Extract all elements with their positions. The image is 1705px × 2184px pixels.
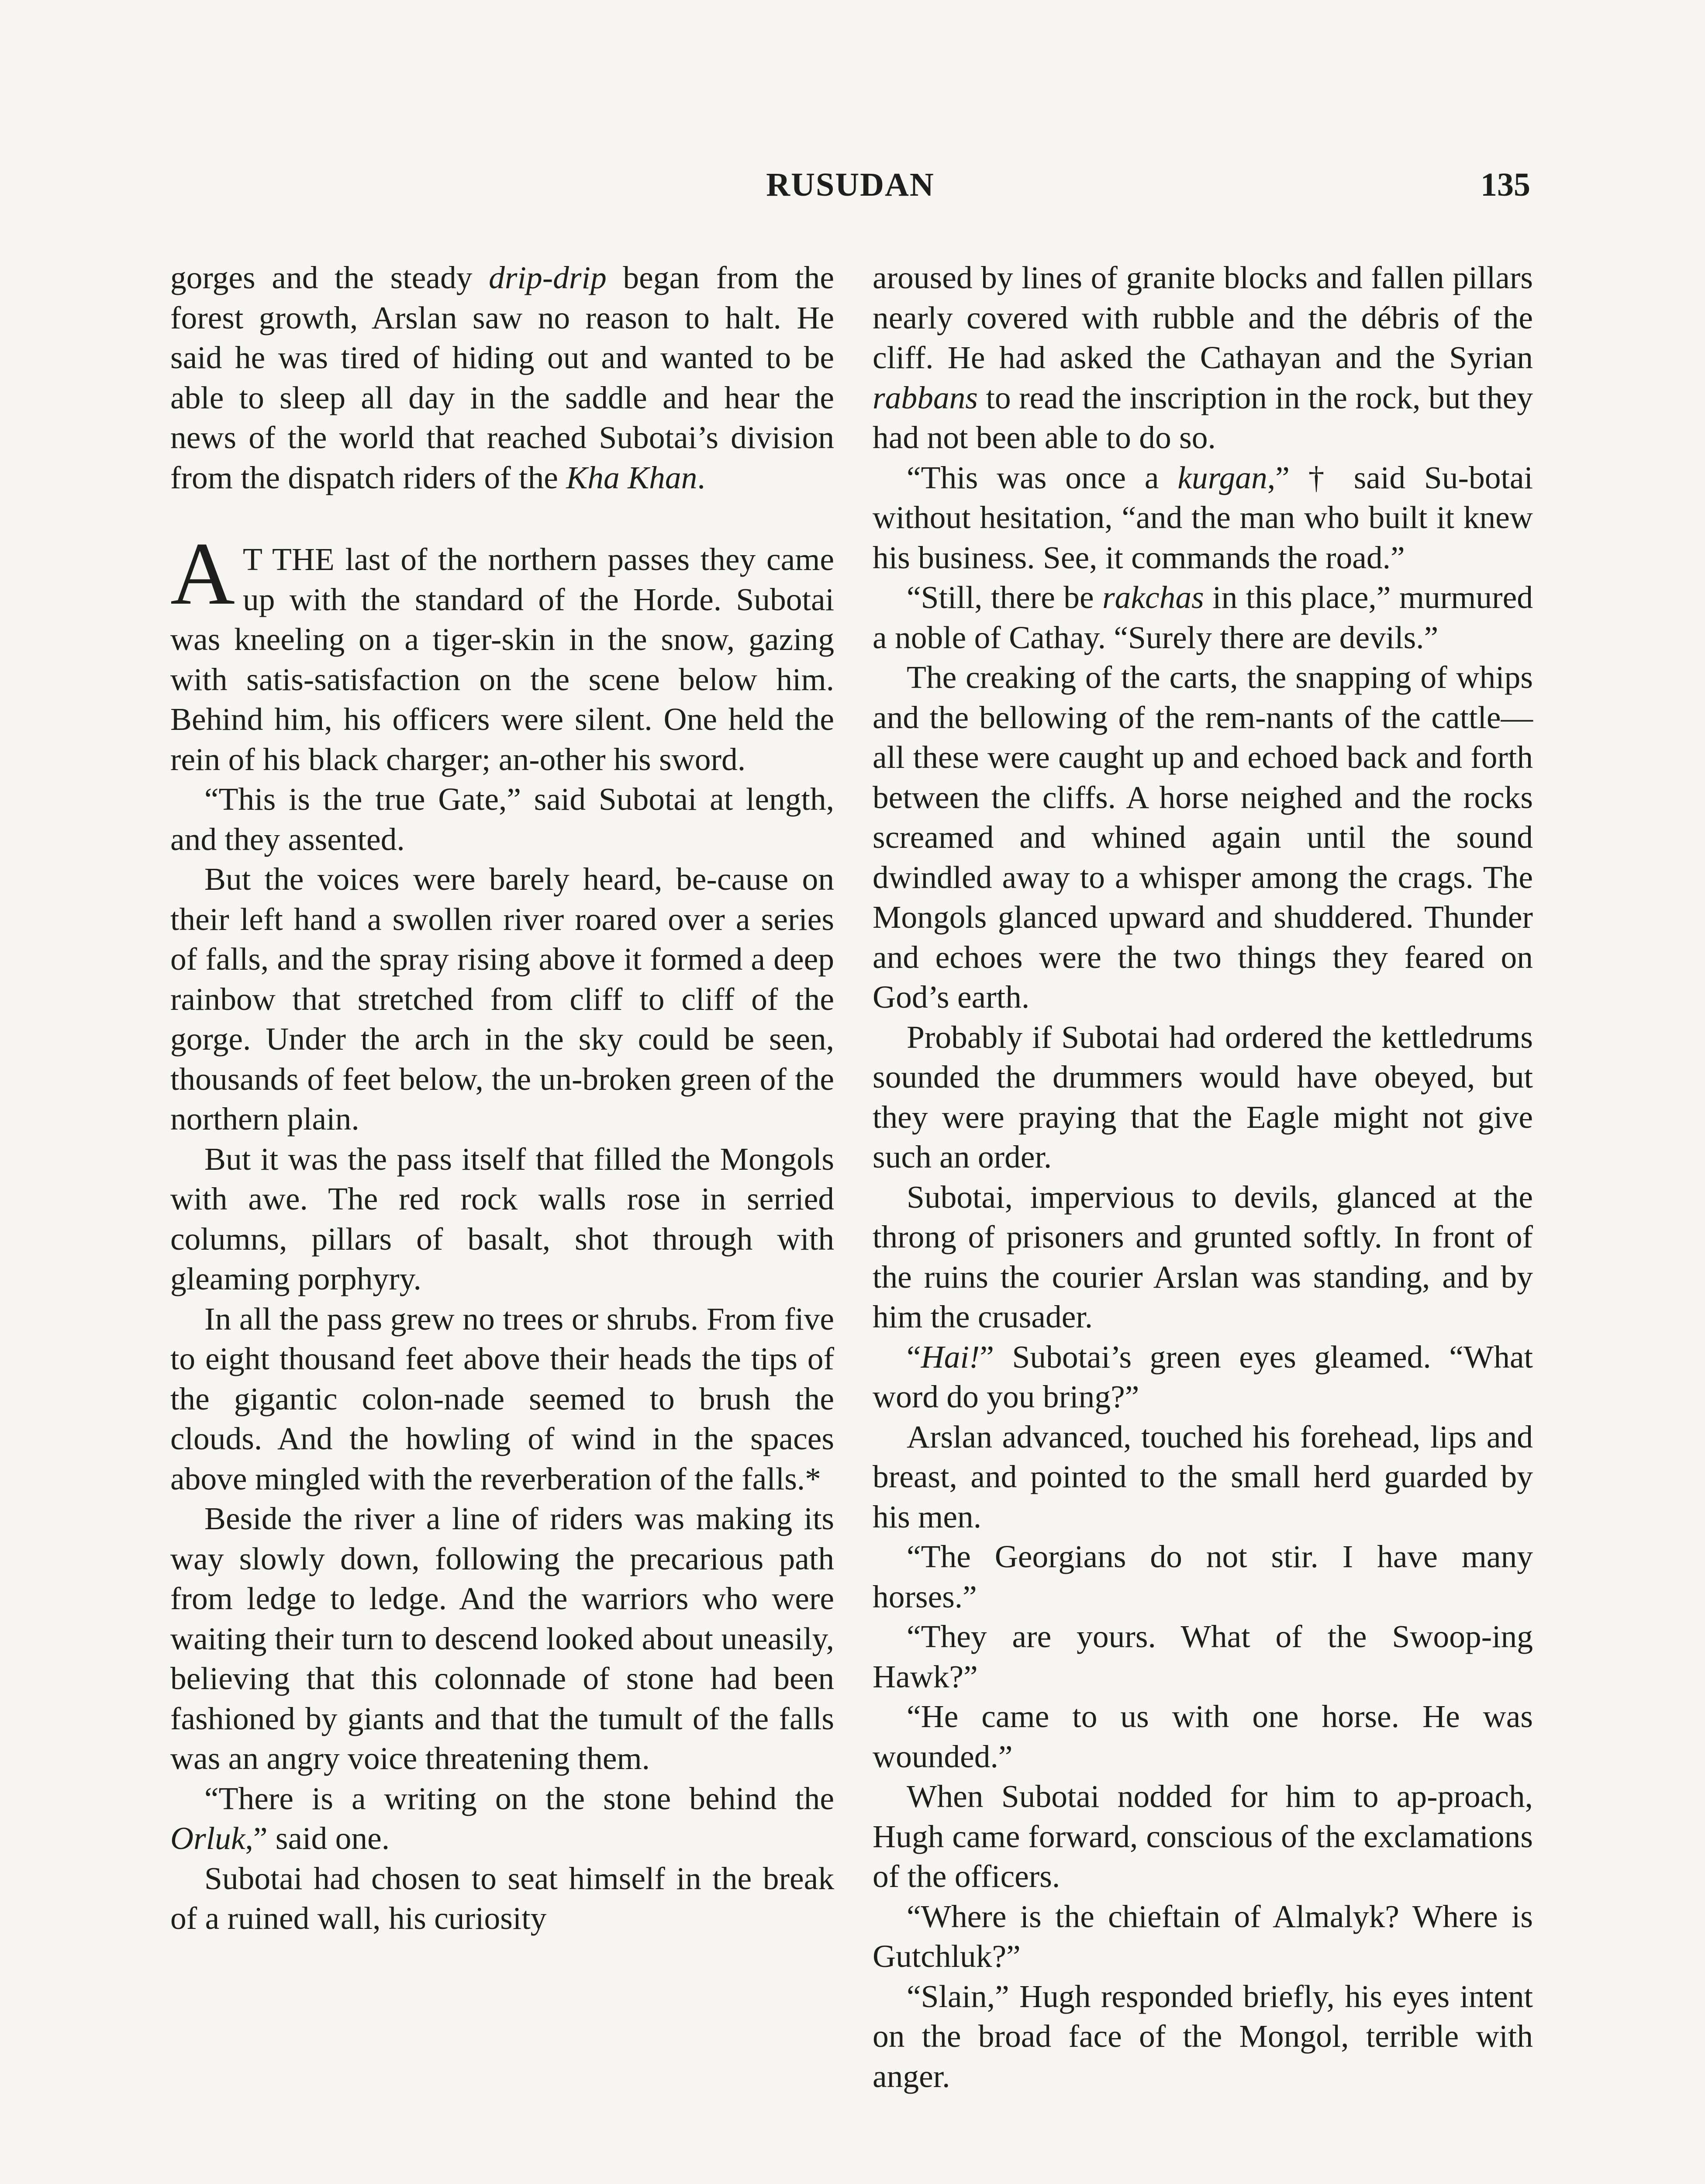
paragraph <box>873 1697 1533 1776</box>
italic-text: rakchas <box>1102 580 1204 615</box>
text-run: “He came to us with one horse. He was wounded.” <box>873 1699 1533 1774</box>
text-run: “Where is the chieftain of Almalyk? Where is Gutchluk?” <box>873 1898 1533 1974</box>
text-run: ” Subotai’s green eyes gleamed. “What word do you bring?” <box>873 1339 1533 1414</box>
text-run: Beside the river a line of riders was making its way slowly down, following the precarious path from ledge to ledge. And the warriors who were waiting their turn to descend looked about uneasily, believing that this colonnade of stone had been fashioned by giants and that the tumult of the falls was an angry voice threatening them. <box>170 1501 834 1776</box>
paragraph <box>873 1977 1533 2097</box>
paragraph <box>873 1897 1533 1977</box>
text-run: But the voices were barely heard, be-cause on their left hand a swollen river roared over a series of falls, and the spray rising above it formed a deep rainbow that stretched from cliff to cliff of the gorge. Under the arch in the sky could be seen, thousands of feet below, the un-broken green of the northern plain. <box>170 861 834 1137</box>
text-run: ,” said one. <box>245 1821 390 1856</box>
text-run: “Slain,” Hugh responded briefly, his eyes intent on the broad face of the Mongol, terrible with anger. <box>873 1978 1533 2094</box>
paragraph <box>873 258 1533 458</box>
text-run: T THE last of the northern passes they came up with the standard of the Horde. Subotai was kneeling on a tiger-skin in the snow, gazing with satis-satisfaction on the scene below him. Behind him, his officers were silent. One held the rein of his black charger; an-other his sword. <box>170 542 834 777</box>
paragraph <box>170 859 834 1139</box>
italic-text: Kha Khan <box>566 460 697 495</box>
paragraph <box>170 1299 834 1499</box>
text-run: “This is the true Gate,” said Subotai at length, and they assented. <box>170 781 834 857</box>
paragraph <box>873 1417 1533 1537</box>
paragraph <box>170 258 834 498</box>
paragraph-dropcap <box>170 524 834 779</box>
drop-cap: A <box>170 524 235 623</box>
text-run: aroused by lines of granite blocks and fallen pillars nearly covered with rubble and the débris of the cliff. He had asked the Cathayan and the Syrian <box>873 260 1533 375</box>
paragraph <box>170 1139 834 1299</box>
paragraph <box>170 1779 834 1859</box>
left-column <box>170 258 834 1939</box>
paragraph <box>873 1017 1533 1177</box>
italic-text: drip-drip <box>489 260 607 295</box>
text-run: “There is a writing on the stone behind the <box>204 1780 834 1816</box>
italic-text: rabbans <box>873 380 978 415</box>
italic-text: kurgan <box>1177 460 1267 495</box>
paragraph <box>873 1537 1533 1617</box>
text-run: In all the pass grew no trees or shrubs. From five to eight thousand feet above their heads the tips of the gigantic colon-nade seemed to brush the clouds. And the howling of wind in the spaces above mingled with the reverberation of the falls.* <box>170 1301 834 1496</box>
text-run: “Still, there be <box>907 580 1103 615</box>
text-run: Subotai, impervious to devils, glanced at the throng of prisoners and grunted softly. In front of the ruins the courier Arslan was standing, and by him the crusader. <box>873 1179 1533 1334</box>
text-run: Arslan advanced, touched his forehead, lips and breast, and pointed to the small herd guarded by his men. <box>873 1419 1533 1534</box>
text-run: When Subotai nodded for him to ap-proach, Hugh came forward, conscious of the exclamations of the officers. <box>873 1779 1533 1894</box>
text-run: ,” † said Su-botai without hesitation, “and the man who built it knew his business. See, it commands the road.” <box>873 460 1533 575</box>
paragraph <box>873 657 1533 1017</box>
text-run: “The Georgians do not stir. I have many horses.” <box>873 1539 1533 1614</box>
italic-text: Orluk <box>170 1821 245 1856</box>
paragraph <box>873 1617 1533 1697</box>
paragraph <box>873 577 1533 657</box>
paragraph <box>170 1499 834 1779</box>
text-run: Subotai had chosen to seat himself in the break of a ruined wall, his curiosity <box>170 1860 834 1936</box>
text-run: But it was the pass itself that filled the Mongols with awe. The red rock walls rose in serried columns, pillars of basalt, shot through with gleaming porphyry. <box>170 1141 834 1296</box>
page-header <box>170 166 1530 214</box>
text-run: began from the forest growth, Arslan saw no reason to halt. He said he was tired of hiding out and wanted to be able to sleep all day in the saddle and hear the news of the world that reached Subotai’s division from the dispatch riders of the <box>170 260 835 495</box>
paragraph <box>170 1859 834 1939</box>
text-run: “They are yours. What of the Swoop-ing Hawk?” <box>873 1619 1533 1694</box>
text-run: gorges and the steady <box>170 260 489 295</box>
paragraph <box>873 458 1533 578</box>
text-run: . <box>697 460 705 495</box>
paragraph <box>873 1177 1533 1337</box>
right-column <box>873 258 1533 2096</box>
text-run: “ <box>907 1339 921 1375</box>
paragraph <box>170 779 834 859</box>
text-run: “This was once a <box>907 460 1178 495</box>
text-run: The creaking of the carts, the snapping of whips and the bellowing of the rem-nants of the cattle—all these were caught up and echoed back and forth between the cliffs. A horse neighed and the rocks screamed and whined again until the sound dwindled away to a whisper among the crags. The Mongols glanced upward and shuddered. Thunder and echoes were the two things they feared on God’s earth. <box>873 660 1533 1015</box>
running-title: RUSUDAN <box>766 166 935 203</box>
page-number: 135 <box>1481 166 1530 203</box>
text-run: to read the inscription in the rock, but they had not been able to do so. <box>873 380 1533 455</box>
text-run: in this place,” murmured a noble of Cathay. “Surely there are devils.” <box>873 580 1533 655</box>
paragraph <box>873 1337 1533 1417</box>
text-run: Probably if Subotai had ordered the kettledrums sounded the drummers would have obeyed, but they were praying that the Eagle might not give such an order. <box>873 1019 1533 1175</box>
paragraph <box>873 1776 1533 1897</box>
italic-text: Hai! <box>921 1339 980 1375</box>
